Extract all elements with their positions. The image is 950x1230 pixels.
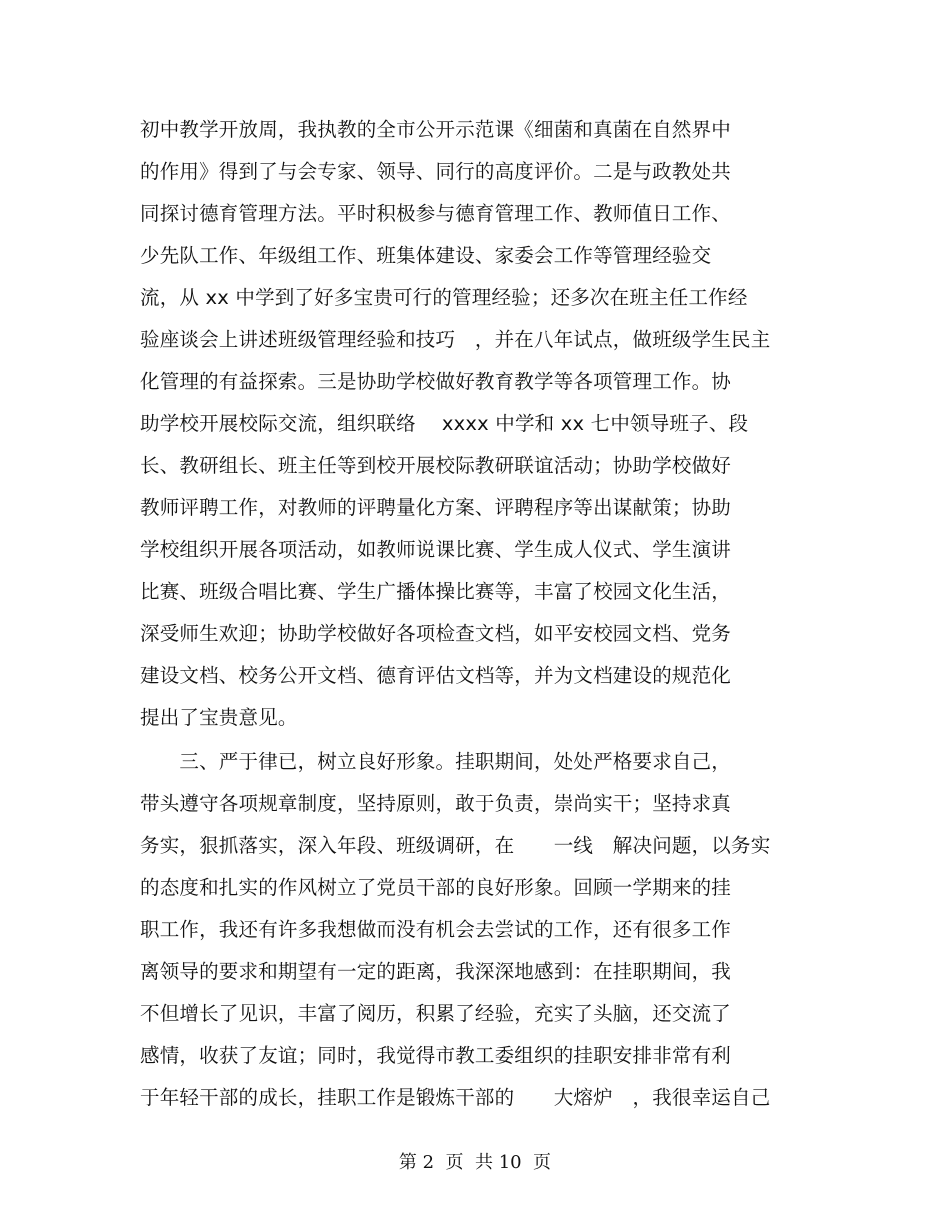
body-text-line: 提出了宝贵意见。 (140, 706, 298, 729)
body-text-line: 验座谈会上讲述班级管理经验和技巧 ，并在八年试点，做班级学生民主 (140, 328, 771, 351)
body-text-line: 同探讨德育管理方法。平时积极参与德育管理工作、教师值日工作、 (140, 202, 732, 225)
body-text-line: 于年轻干部的成长，挂职工作是锻炼干部的 大熔炉 ，我很幸运自己 (140, 1086, 771, 1109)
body-text-line: 深受师生欢迎；协助学校做好各项检查文档，如平安校园文档、党务 (140, 622, 732, 645)
body-text-line: 建设文档、校务公开文档、德育评估文档等，并为文档建设的规范化 (140, 664, 732, 687)
body-text-line: 教师评聘工作，对教师的评聘量化方案、评聘程序等出谋献策；协助 (140, 496, 732, 519)
body-text-line: 少先队工作、年级组工作、班集体建设、家委会工作等管理经验交 (140, 244, 712, 267)
body-text-line: 流，从 xx 中学到了好多宝贵可行的管理经验；还多次在班主任工作经 (140, 286, 748, 309)
body-text-line: 初中教学开放周，我执教的全市公开示范课《细菌和真菌在自然界中 (140, 118, 732, 141)
body-text-line: 感情，收获了友谊；同时，我觉得市教工委组织的挂职安排非常有利 (140, 1044, 732, 1067)
body-text-line: 学校组织开展各项活动，如教师说课比赛、学生成人仪式、学生演讲 (140, 538, 732, 561)
body-text-line: 助学校开展校际交流，组织联络 xxxx 中学和 xx 七中领导班子、段 (140, 412, 749, 435)
body-text-line: 的态度和扎实的作风树立了党员干部的良好形象。回顾一学期来的挂 (140, 876, 732, 899)
body-text-line: 的作用》得到了与会专家、领导、同行的高度评价。二是与政教处共 (140, 160, 732, 183)
body-text-line: 务实，狠抓落实，深入年段、班级调研，在 一线 解决问题，以务实 (140, 834, 771, 857)
body-text-line: 比赛、班级合唱比赛、学生广播体操比赛等，丰富了校园文化生活， (140, 580, 732, 603)
body-text-line: 长、教研组长、班主任等到校开展校际教研联谊活动；协助学校做好 (140, 454, 732, 477)
body-text-line: 化管理的有益探索。三是协助学校做好教育教学等各项管理工作。协 (140, 370, 732, 393)
body-text-line: 职工作，我还有许多我想做而没有机会去尝试的工作，还有很多工作 (140, 918, 732, 941)
body-text-line: 三、严于律已，树立良好形象。挂职期间，处处严格要求自己， (140, 750, 732, 773)
body-text-line: 离领导的要求和期望有一定的距离，我深深地感到：在挂职期间，我 (140, 960, 732, 983)
body-text-line: 带头遵守各项规章制度，坚持原则，敢于负责，崇尚实干；坚持求真 (140, 792, 732, 815)
page-number-footer: 第 2 页 共 10 页 (398, 1152, 552, 1173)
body-text-line: 不但增长了见识，丰富了阅历，积累了经验，充实了头脑，还交流了 (140, 1002, 732, 1025)
